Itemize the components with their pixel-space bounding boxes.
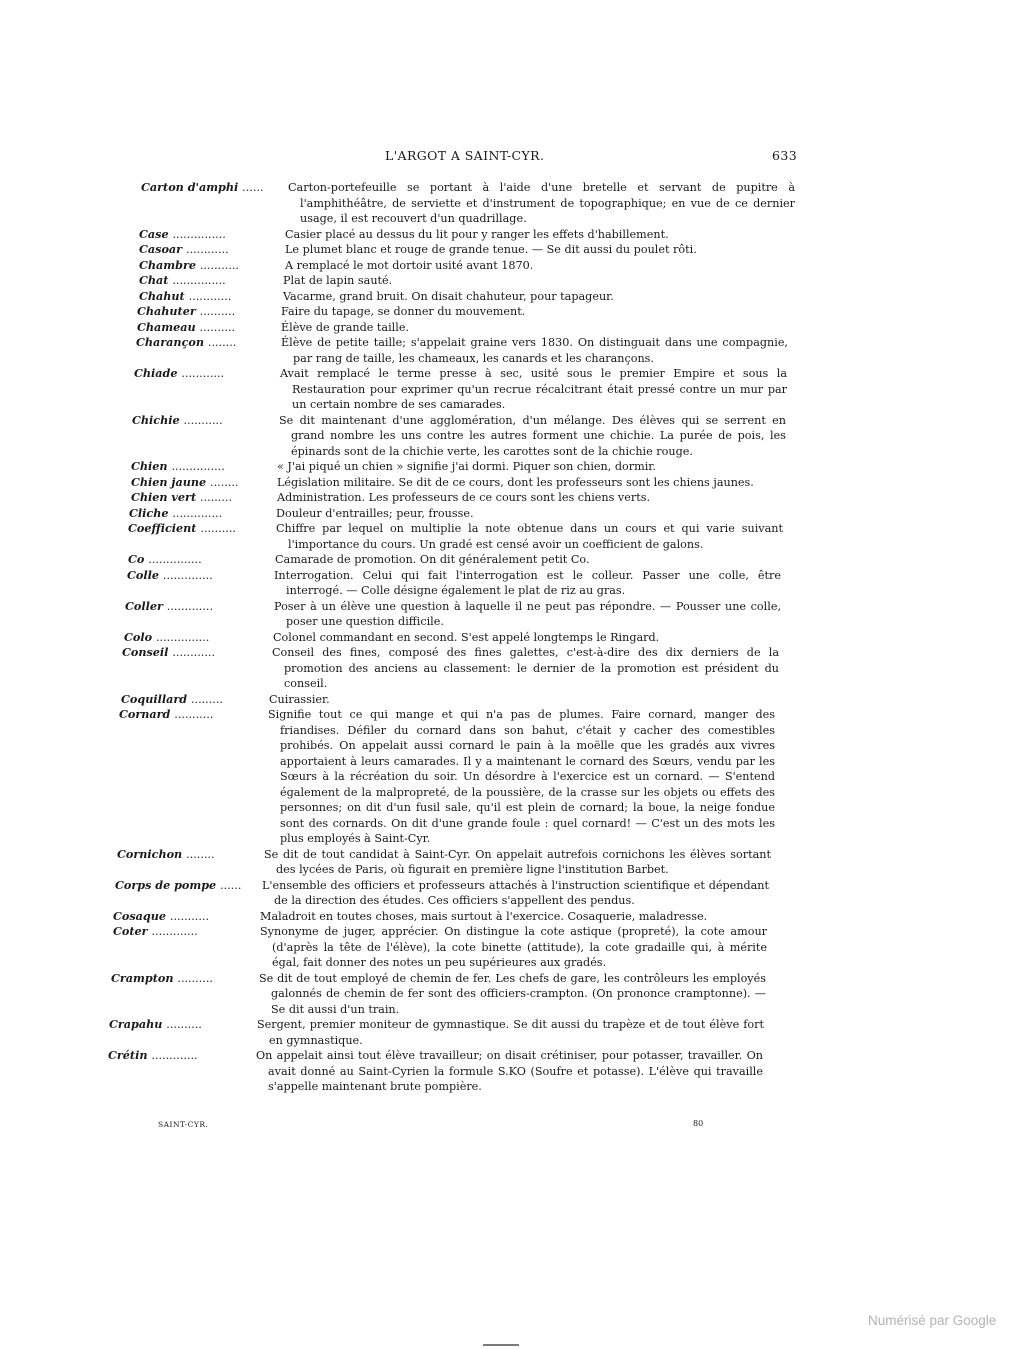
leader-dots: ............... bbox=[171, 460, 225, 473]
leader-dots: ........ bbox=[207, 336, 237, 349]
entry-definition: Cuirassier. bbox=[269, 692, 330, 706]
running-head bbox=[0, 148, 1025, 166]
entry-definition: Le plumet blanc et rouge de grande tenue. — Se dit aussi du poulet rôti. bbox=[285, 243, 697, 256]
term-word: Crampton bbox=[111, 970, 174, 985]
leader-dots: ......... bbox=[200, 491, 233, 504]
glossary-entry bbox=[0, 599, 1025, 630]
entry-definition: Poser à un élève une question à laquelle il ne peut pas répondre. — Pousser une colle, poser une question difficile. bbox=[274, 599, 781, 628]
entry-term bbox=[141, 180, 264, 196]
term-word: Corps de pompe bbox=[115, 877, 217, 892]
term-word: Crétin bbox=[108, 1048, 148, 1062]
glossary-entry bbox=[0, 568, 1025, 599]
entry-definition: Législation militaire. Se dit de ce cours, dont les professeurs sont les chiens jaunes. bbox=[277, 475, 754, 489]
entry-definition: Élève de grande taille. bbox=[281, 320, 410, 334]
entry-term bbox=[113, 924, 198, 940]
term-word: Chien bbox=[131, 459, 168, 473]
term-word: Coefficient bbox=[128, 521, 197, 535]
entry-term bbox=[127, 568, 213, 584]
page-title: L'ARGOT A SAINT-CYR. bbox=[385, 148, 545, 163]
term-word: Coquillard bbox=[121, 691, 188, 706]
term-word: Case bbox=[139, 226, 169, 241]
entry-term bbox=[111, 971, 213, 987]
leader-dots: ............ bbox=[172, 646, 216, 659]
term-word: Casoar bbox=[139, 242, 183, 256]
entry-definition: Administration. Les professeurs de ce cours sont les chiens verts. bbox=[277, 491, 651, 504]
entry-definition: Signifie tout ce qui mange et qui n'a pas de plumes. Faire cornard, manger des friandises. Défiler du cornard dans son bahut, c'était y cacher des comestibles prohibés. On appelait aussi cornard le pain à la moëlle que les gradés aux vivres apportaient à leurs camarades. Il y a maintenant le cornard des Sœurs, vendu par les Sœurs à la récréation du soir. Un désordre à l'exercice est un cornard. — S'entend également de la malpropreté, de la poussière, de la crasse sur les objets ou effets des personnes; on dit d'un fusil sale, qu'il est plein de cornard; la boue, la neige fondue sont des cornards. On dit d'une grande foule : quel cornard! — C'est un des mots les plus employés à Saint-Cyr. bbox=[268, 708, 775, 845]
glossary-entry bbox=[0, 459, 1025, 475]
glossary-entry bbox=[0, 645, 1025, 692]
leader-dots: .......... bbox=[177, 971, 213, 985]
glossary-entry bbox=[0, 335, 1025, 366]
term-word: Cornard bbox=[119, 707, 171, 721]
term-word: Chat bbox=[139, 273, 169, 287]
entry-definition: Conseil des fines, composé des fines galettes, c'est-à-dire des dix derniers de la promotion des anciens au classement: le dernier de la promotion est président du conseil. bbox=[272, 646, 779, 690]
term-word: Charançon bbox=[136, 335, 204, 349]
term-word: Chahut bbox=[139, 288, 185, 303]
term-word: Coller bbox=[125, 598, 163, 613]
entry-term bbox=[115, 878, 241, 894]
leader-dots: ............... bbox=[172, 227, 226, 241]
term-word: Crapahu bbox=[109, 1017, 163, 1031]
glossary-entry bbox=[0, 320, 1025, 336]
term-word: Colle bbox=[127, 567, 159, 582]
leader-dots: ............. bbox=[166, 599, 214, 613]
entry-definition: Maladroit en toutes choses, mais surtout à l'exercice. Cosaquerie, maladresse. bbox=[260, 909, 708, 923]
glossary-entry bbox=[0, 630, 1025, 646]
glossary-entry bbox=[0, 242, 1025, 258]
signature-mark: SAINT-CYR. bbox=[158, 1120, 209, 1129]
leader-dots: ............ bbox=[188, 289, 232, 303]
entry-definition: Camarade de promotion. On dit généralement petit Co. bbox=[275, 553, 590, 566]
leader-dots: ............... bbox=[172, 274, 226, 287]
entry-definition: Élève de petite taille; s'appelait graine vers 1830. On distinguait dans une compagnie, par rang de taille, les chameaux, les canards et les charançons. bbox=[281, 336, 788, 365]
term-word: Conseil bbox=[122, 645, 169, 659]
glossary-entry bbox=[0, 490, 1025, 506]
entry-definition: Plat de lapin sauté. bbox=[283, 274, 393, 287]
entry-term bbox=[128, 521, 236, 537]
entry-term bbox=[137, 304, 235, 320]
entry-definition: Faire du tapage, se donner du mouvement. bbox=[281, 305, 526, 318]
leader-dots: ............ bbox=[185, 243, 229, 256]
term-word: Cliche bbox=[129, 505, 169, 520]
leader-dots: ............ bbox=[181, 367, 225, 380]
term-word: Chahuter bbox=[137, 304, 196, 318]
entry-term bbox=[137, 320, 235, 336]
glossary-entry bbox=[0, 1048, 1025, 1095]
leader-dots: ......... bbox=[190, 692, 223, 706]
entry-term bbox=[121, 692, 223, 708]
term-word: Chambre bbox=[139, 257, 196, 272]
entry-definition: Se dit de tout candidat à Saint-Cyr. On appelait autrefois cornichons les élèves sortant des lycées de Paris, où figurait en première ligne l'institution Barbet. bbox=[264, 847, 771, 876]
glossary-entry bbox=[0, 506, 1025, 522]
term-word: Carton d'amphi bbox=[141, 180, 239, 194]
entry-term bbox=[113, 909, 209, 925]
entry-definition: Avait remplacé le terme presse à sec, usité sous le premier Empire et sous la Restauration pour exprimer qu'un recrue récalcitrant était pressé contre un mur par un certain nombre de ses camarades. bbox=[280, 367, 787, 411]
glossary-entry bbox=[0, 552, 1025, 568]
leader-dots: ........... bbox=[183, 413, 223, 427]
glossary-entry bbox=[0, 924, 1025, 971]
glossary-entry bbox=[0, 847, 1025, 878]
glossary-entry bbox=[0, 1017, 1025, 1048]
sheet-number: 80 bbox=[693, 1119, 704, 1128]
term-word: Chiade bbox=[134, 366, 178, 380]
entry-term bbox=[136, 335, 236, 351]
term-word: Chien vert bbox=[131, 490, 197, 504]
leader-dots: ............... bbox=[148, 553, 202, 566]
entry-definition: A remplacé le mot dortoir usité avant 1870. bbox=[285, 258, 534, 272]
entry-definition: On appelait ainsi tout élève travailleur; on disait crétiniser, pour potasser, travailler. On avait donné au Saint-Cyrien la formule S.KO (Soufre et potasse). L'élève qui travaille s'appelle maintenant brute pompière. bbox=[256, 1049, 763, 1093]
glossary-entry bbox=[0, 227, 1025, 243]
glossary-entry bbox=[0, 413, 1025, 460]
glossary-entry bbox=[0, 521, 1025, 552]
leader-dots: ........ bbox=[210, 475, 239, 489]
entry-definition: Vacarme, grand bruit. On disait chahuteur, pour tapageur. bbox=[283, 289, 614, 303]
leader-dots: ........... bbox=[174, 708, 214, 721]
entry-definition: Sergent, premier moniteur de gymnastique. Se dit aussi du trapèze et de tout élève fort en gymnastique. bbox=[257, 1018, 764, 1047]
glossary-entry bbox=[0, 878, 1025, 909]
entry-definition: Colonel commandant en second. S'est appelé longtemps le Ringard. bbox=[273, 630, 660, 644]
entry-definition: Synonyme de juger, apprécier. On distingue la cote astique (propreté), la cote amour (d'après la tête de l'élève), la cote binette (attitude), la cote gradaille qui, à mérite égal, fait donner des notes un peu supérieures aux gradés. bbox=[260, 925, 767, 969]
entry-term bbox=[129, 506, 222, 522]
glossary-entry bbox=[0, 707, 1025, 847]
term-word: Chien jaune bbox=[131, 474, 207, 489]
leader-dots: ............. bbox=[151, 925, 198, 938]
term-word: Coter bbox=[113, 924, 148, 938]
term-word: Cornichon bbox=[117, 846, 183, 861]
leader-dots: ........... bbox=[169, 909, 210, 923]
entry-term bbox=[109, 1017, 202, 1033]
entry-definition: Carton-portefeuille se portant à l'aide d'une bretelle et servant de pupitre à l'amphithéâtre, de serviette et d'instrument de topographique; en vue de ce dernier usage, il est recouvert d'un quadrillage. bbox=[288, 181, 795, 225]
glossary-entry bbox=[0, 273, 1025, 289]
glossary-entry bbox=[0, 909, 1025, 925]
entry-definition: Interrogation. Celui qui fait l'interrogation est le colleur. Passer une colle, être interrogé. — Colle désigne également le plat de riz au gras. bbox=[274, 568, 781, 597]
entry-term bbox=[108, 1048, 198, 1064]
glossary-entry bbox=[0, 475, 1025, 491]
page-number: 633 bbox=[772, 148, 798, 163]
leader-dots: ...... bbox=[220, 878, 242, 892]
entry-term bbox=[131, 490, 232, 506]
term-word: Chameau bbox=[137, 319, 196, 334]
entry-term bbox=[125, 599, 213, 615]
glossary-entry bbox=[0, 692, 1025, 708]
entry-term bbox=[124, 630, 209, 646]
leader-dots: .............. bbox=[162, 568, 213, 582]
entry-term bbox=[132, 413, 223, 429]
term-word: Colo bbox=[124, 629, 153, 644]
term-word: Co bbox=[128, 552, 145, 566]
entry-definition: Douleur d'entrailles; peur, frousse. bbox=[276, 506, 474, 520]
entry-definition: L'ensemble des officiers et professeurs attachés à l'instruction scientifique et dépendant de la direction des études. Ces officiers s'appellent des pendus. bbox=[262, 878, 769, 907]
entry-definition: « J'ai piqué un chien » signifie j'ai dormi. Piquer son chien, dormir. bbox=[277, 460, 656, 473]
glossary-entry bbox=[0, 180, 1025, 227]
glossary-entry bbox=[0, 366, 1025, 413]
entry-definition: Se dit de tout employé de chemin de fer. Les chefs de gare, les contrôleurs les employés galonnés de chemin de fer sont des officiers-crampton. (On prononce cramptonne). — Se dit aussi d'un train. bbox=[259, 971, 766, 1016]
glossary-entry bbox=[0, 289, 1025, 305]
digitization-watermark: Numérisé par Google bbox=[868, 1313, 997, 1328]
entry-definition: Se dit maintenant d'une agglomération, d'un mélange. Des élèves qui se serrent en grand nombre les uns contre les autres forment une chichie. La purée de pois, les épinards sont de la chichie verte, les carottes sont de la chichie rouge. bbox=[279, 413, 786, 458]
leader-dots: ...... bbox=[242, 181, 264, 194]
entry-term bbox=[131, 475, 238, 491]
entry-term bbox=[139, 258, 239, 274]
leader-dots: .......... bbox=[199, 305, 236, 318]
leader-dots: ............. bbox=[151, 1049, 198, 1062]
entry-term bbox=[139, 273, 226, 289]
glossary-entry bbox=[0, 258, 1025, 274]
term-word: Chichie bbox=[132, 412, 180, 427]
entry-term bbox=[139, 289, 231, 305]
entry-term bbox=[122, 645, 215, 661]
entry-definition: Casier placé au dessus du lit pour y ranger les effets d'habillement. bbox=[285, 227, 669, 241]
glossary-entry bbox=[0, 304, 1025, 320]
leader-dots: .......... bbox=[199, 320, 236, 334]
leader-dots: ........... bbox=[199, 258, 239, 272]
leader-dots: .............. bbox=[172, 506, 223, 520]
scan-mark bbox=[483, 1344, 519, 1346]
glossary-entries bbox=[0, 180, 1025, 1095]
leader-dots: ........ bbox=[186, 847, 215, 861]
leader-dots: .......... bbox=[200, 522, 236, 535]
entry-term bbox=[119, 707, 213, 723]
term-word: Cosaque bbox=[113, 908, 166, 923]
entry-definition: Chiffre par lequel on multiplie la note obtenue dans un cours et qui varie suivant l'importance du cours. Un gradé est censé avoir un coefficient de galons. bbox=[276, 522, 783, 551]
entry-term bbox=[128, 552, 202, 568]
entry-term bbox=[139, 227, 226, 243]
entry-term bbox=[139, 242, 229, 258]
glossary-entry bbox=[0, 971, 1025, 1018]
entry-term bbox=[134, 366, 224, 382]
leader-dots: ............... bbox=[155, 630, 210, 644]
leader-dots: .......... bbox=[166, 1018, 202, 1031]
entry-term bbox=[117, 847, 215, 863]
entry-term bbox=[131, 459, 225, 475]
